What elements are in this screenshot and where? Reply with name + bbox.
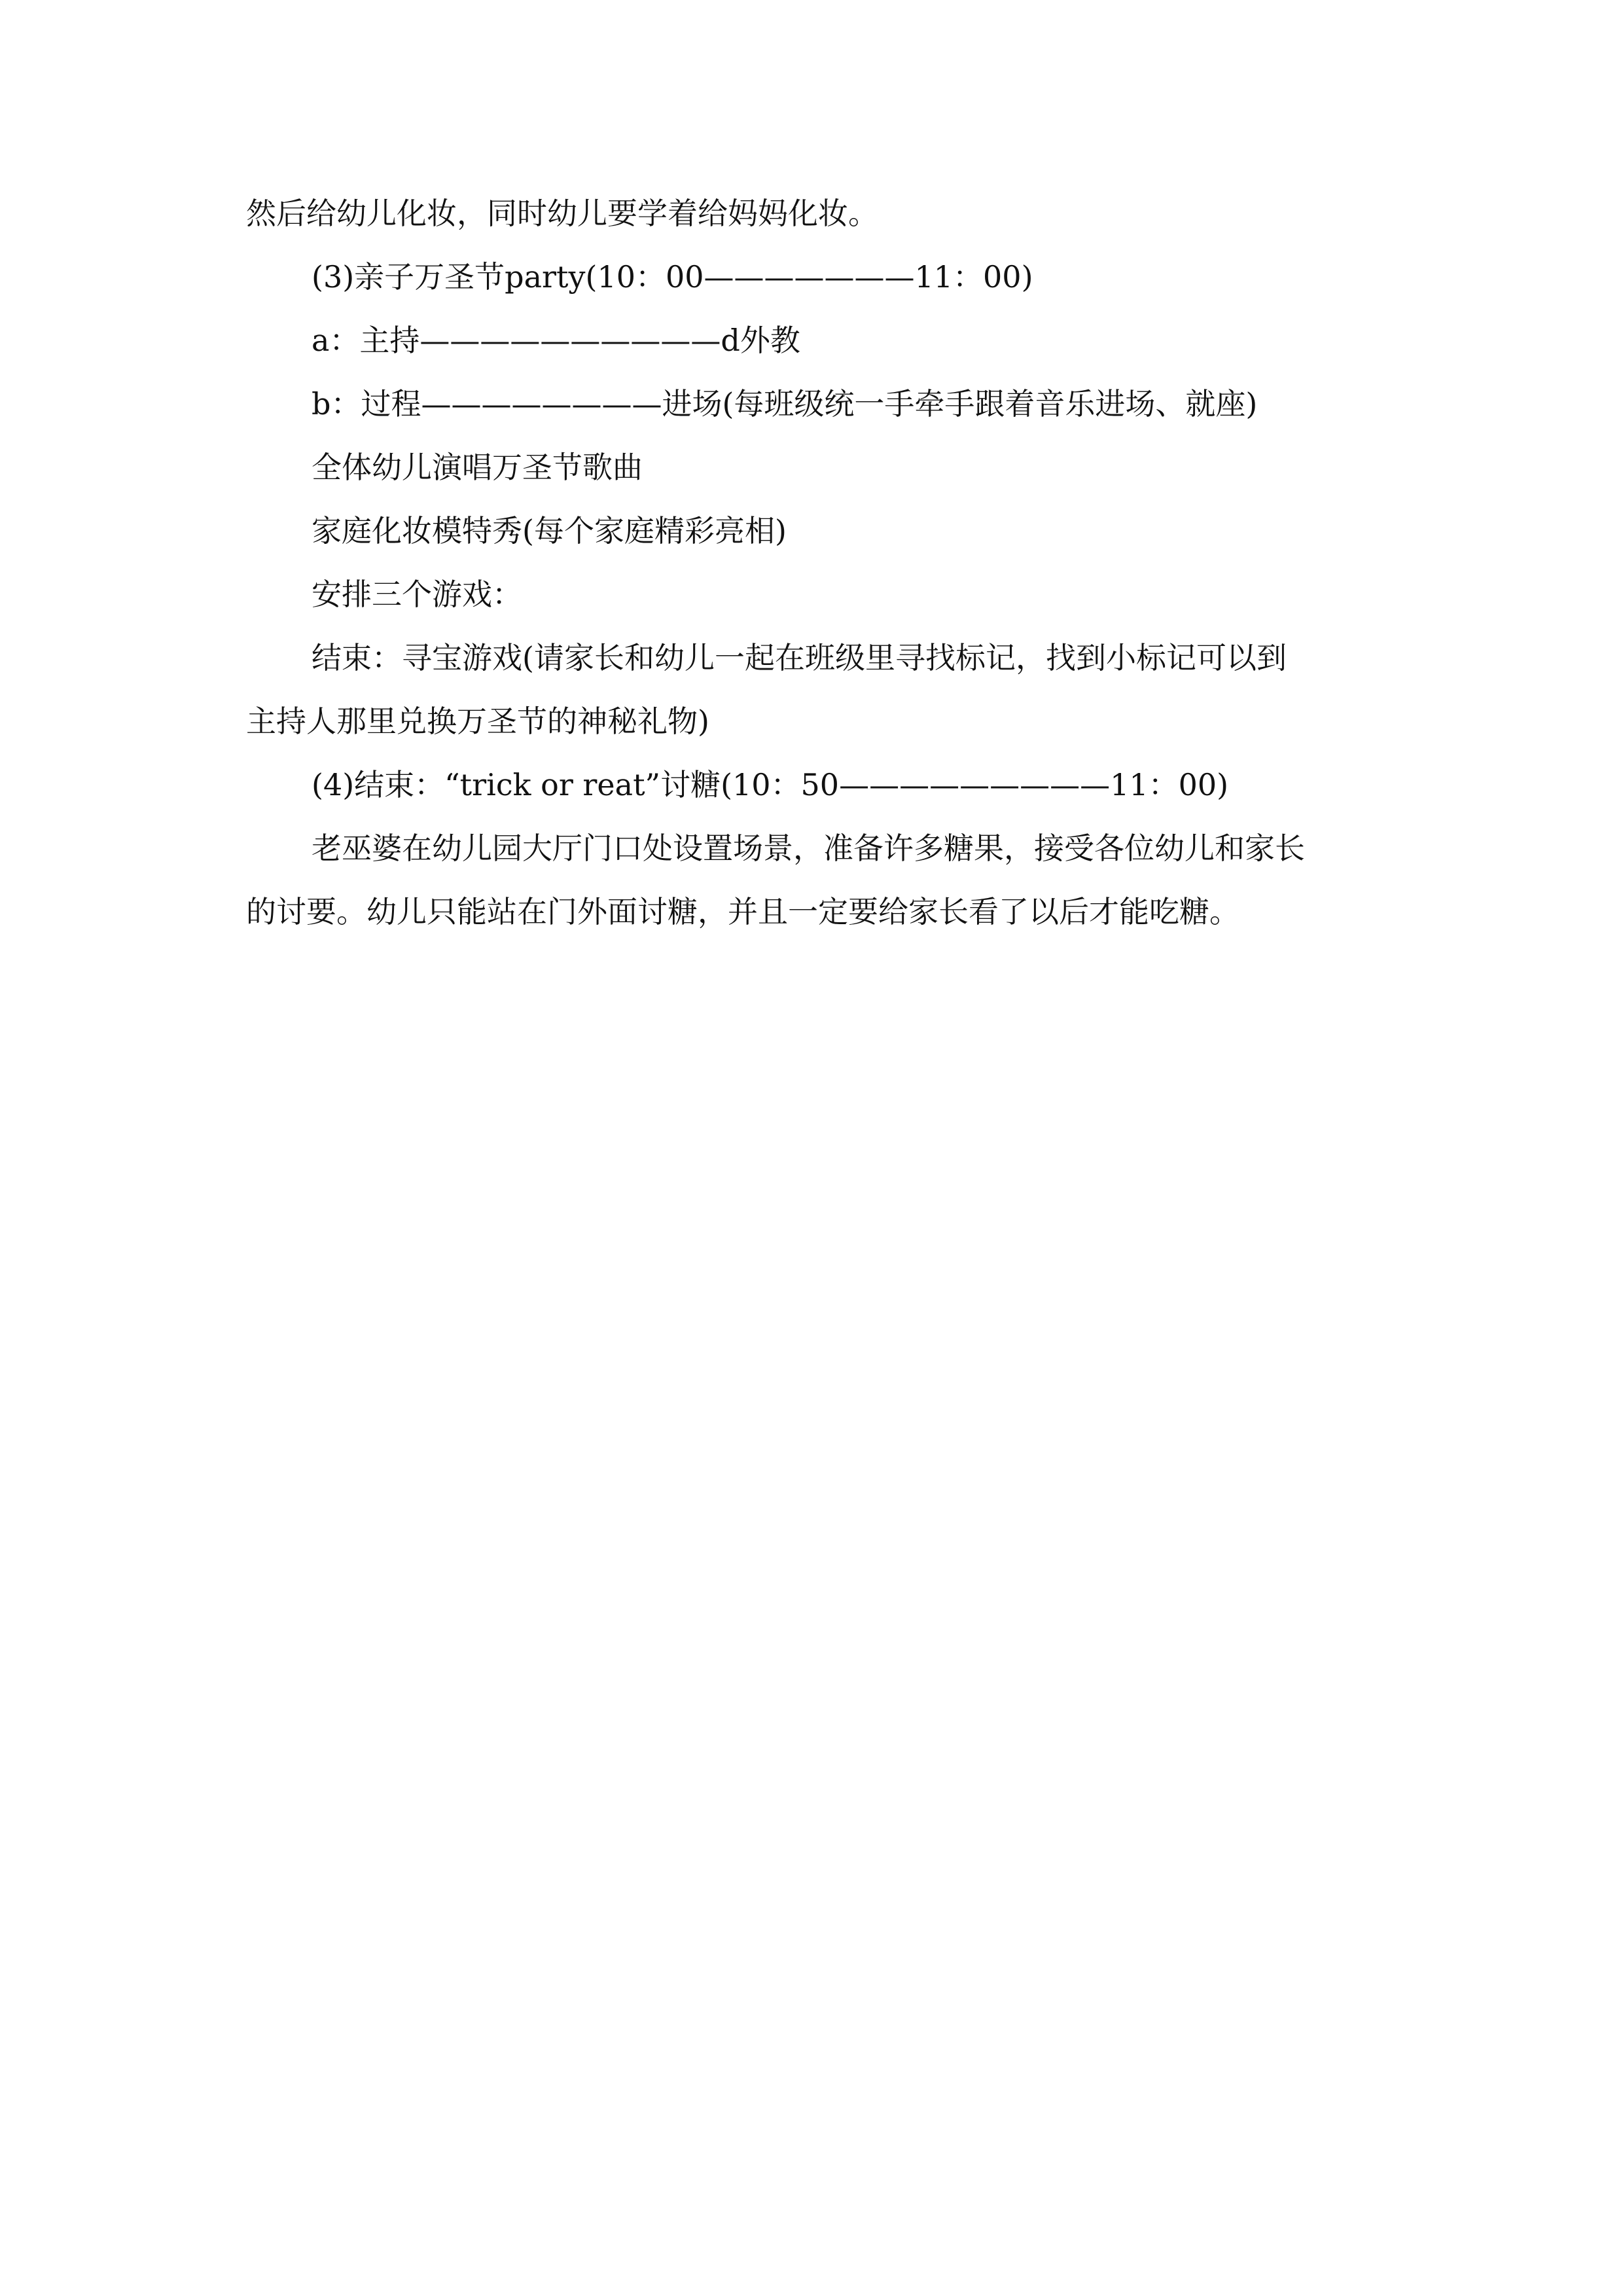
paragraph-line: a：主持——————————d外教: [312, 323, 800, 358]
paragraph-line: 然后给幼儿化妆，同时幼儿要学着给妈妈化妆。: [246, 196, 878, 231]
paragraph-line: 主持人那里兑换万圣节的神秘礼物): [246, 704, 709, 739]
paragraph-line: 结束：寻宝游戏(请家长和幼儿一起在班级里寻找标记，找到小标记可以到: [312, 640, 1287, 675]
paragraph-line: 的讨要。幼儿只能站在门外面讨糖，并且一定要给家长看了以后才能吃糖。: [246, 894, 1240, 929]
section-heading: (3)亲子万圣节party(10：00———————11：00): [312, 259, 1033, 295]
paragraph-line: 家庭化妆模特秀(每个家庭精彩亮相): [312, 513, 787, 548]
paragraph-line: b：过程————————进场(每班级统一手牵手跟着音乐进场、就座): [312, 386, 1258, 422]
paragraph-line: 安排三个游戏：: [312, 577, 522, 612]
section-heading: (4)结束：“trick or reat”讨糖(10：50—————————11：00): [312, 767, 1229, 802]
paragraph-line: 老巫婆在幼儿园大厅门口处设置场景，准备许多糖果，接受各位幼儿和家长: [312, 831, 1305, 866]
paragraph-line: 全体幼儿演唱万圣节歌曲: [312, 450, 643, 485]
